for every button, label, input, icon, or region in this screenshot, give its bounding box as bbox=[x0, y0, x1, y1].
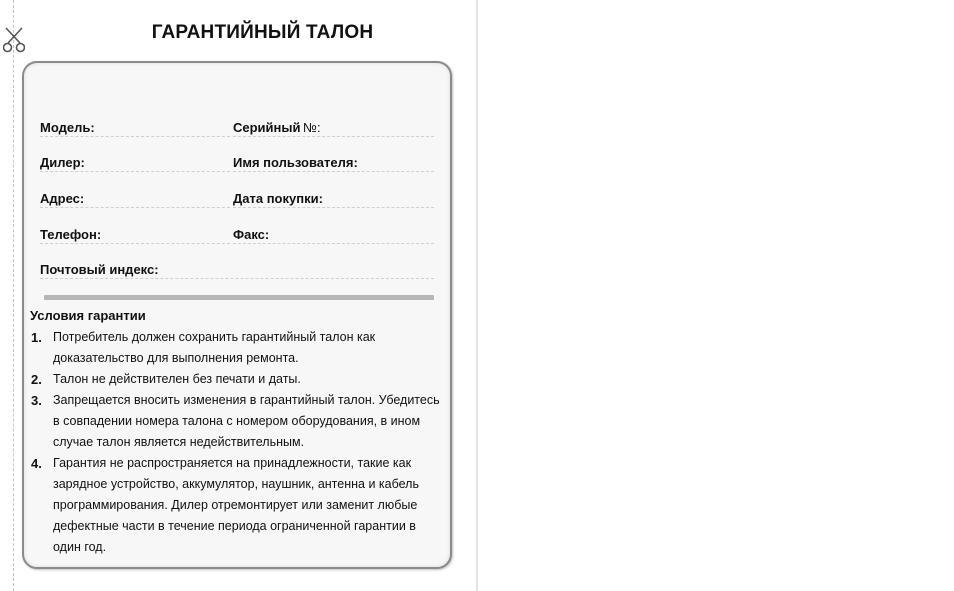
condition-number: 3. bbox=[31, 393, 42, 408]
purchase-date-label: Дата покупки: bbox=[233, 191, 323, 206]
dealer-label: Дилер: bbox=[40, 155, 85, 170]
postal-code-field bbox=[40, 262, 434, 279]
section-separator bbox=[44, 295, 434, 300]
condition-item bbox=[0, 327, 476, 369]
user-name-field bbox=[233, 155, 434, 172]
fax-field bbox=[233, 227, 434, 244]
condition-item bbox=[0, 453, 476, 558]
condition-text: Потребитель должен сохранить гарантийный талон как доказательство для выполнения ремонта. bbox=[53, 330, 376, 365]
dealer-field bbox=[40, 155, 230, 172]
phone-field bbox=[40, 227, 230, 244]
scissors-icon bbox=[3, 26, 25, 54]
conditions-title: Условия гарантии bbox=[30, 308, 146, 323]
user-name-label: Имя пользователя: bbox=[233, 155, 358, 170]
page-edge bbox=[476, 0, 478, 591]
purchase-date-field bbox=[233, 191, 434, 208]
condition-text: Запрещается вносить изменения в гарантийный талон. Убедитесь в совпадении номера талона с номером оборудования, в ином случае талон является недействительным. bbox=[53, 393, 440, 449]
serial-field bbox=[233, 120, 434, 137]
condition-number: 4. bbox=[31, 456, 42, 471]
condition-item bbox=[0, 369, 476, 390]
conditions-list bbox=[0, 327, 476, 558]
condition-number: 1. bbox=[31, 330, 42, 345]
postal-code-label: Почтовый индекс: bbox=[40, 262, 159, 277]
condition-text: Талон не действителен без печати и даты. bbox=[53, 372, 301, 386]
document-title: ГАРАНТИЙНЫЙ ТАЛОН bbox=[151, 22, 374, 43]
fax-label: Факс: bbox=[233, 227, 270, 242]
phone-label: Телефон: bbox=[40, 227, 102, 242]
condition-text: Гарантия не распространяется на принадлежности, такие как зарядное устройство, аккумулятор, наушник, антенна и кабель программирования. Дилер отремонтирует или заменит любые дефектные части в течение периода ограниченной гарантии в один год. bbox=[53, 456, 419, 554]
serial-label: Серийный bbox=[233, 120, 301, 135]
address-field bbox=[40, 191, 230, 208]
condition-number: 2. bbox=[31, 372, 42, 387]
address-label: Адрес: bbox=[40, 191, 85, 206]
condition-item bbox=[0, 390, 476, 453]
model-field bbox=[40, 120, 230, 137]
serial-number-sign: №: bbox=[303, 120, 321, 135]
model-label: Модель: bbox=[40, 120, 95, 135]
